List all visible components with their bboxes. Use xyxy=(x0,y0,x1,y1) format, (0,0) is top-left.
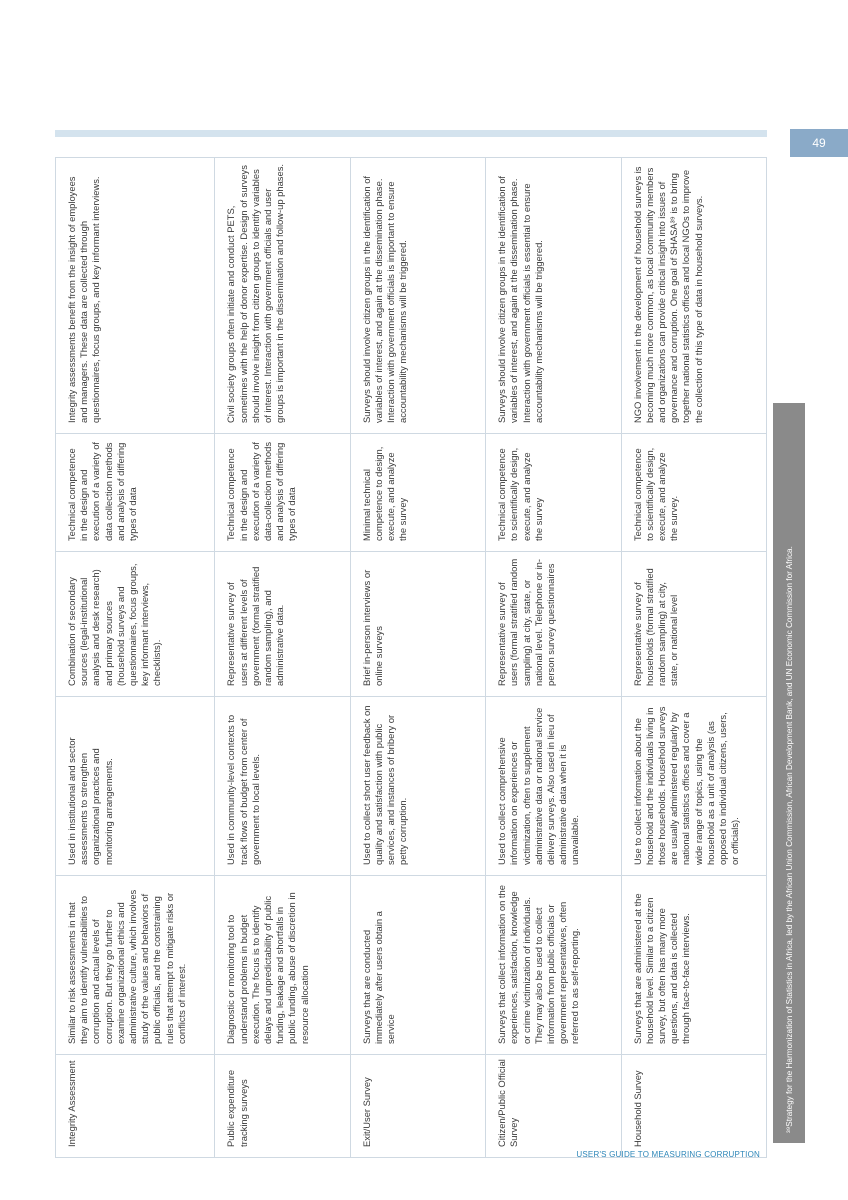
footnote-bar xyxy=(773,403,805,1143)
method-use: Used in community-level contexts to track flows of budget from center of government to local levels. xyxy=(215,697,350,876)
method-notes: Civil society groups often initiate and conduct PETS, sometimes with the help of donor expertise. Design of surveys should involve insight from citizen groups to identify variables of interest. Interaction with government officials and user groups is important in the dissemination and follow-up phases. xyxy=(215,158,350,434)
method-notes: NGO involvement in the development of household surveys is becoming much more common, as local community members and organizations can provide critical insight into issues of governance and corruption. One goal of SHASA³⁹ is to bring together national statistics offices and local NGOs to improve the collection of this type of data in household surveys. xyxy=(621,158,767,434)
method-notes: Surveys should involve citizen groups in the identification of variables of interest, and again at the dissemination phase. Interaction with government officials is essential to ensure accountability mechanisms will be triggered. xyxy=(486,158,621,434)
method-data-sources: Brief in-person interviews or online surveys xyxy=(350,552,485,697)
method-technical-capacity: Technical competence in the design and execution of a variety of data-collection methods and analysis of differing types of data xyxy=(215,434,350,552)
footnote: ³⁹Strategy for the Harmonization of Statistics in Africa, led by the African Union Commission, African Development Bank, and UN Economic Commission for Africa. xyxy=(784,546,794,1133)
method-description: Surveys that collect information on the experiences, satisfaction, knowledge or crime victimization of individuals. They may also be used to collect information from public officials or government representatives, often referred to as self-reporting. xyxy=(486,876,621,1055)
table-row xyxy=(56,158,215,1158)
method-description: Surveys that are conducted immediately after users obtain a service xyxy=(350,876,485,1055)
method-notes: Integrity assessments benefit from the insight of employees and managers. These data are collected through questionnaires, focus groups, and key informant interviews. xyxy=(56,158,215,434)
method-data-sources: Representative survey of households (formal stratified random sampling) at city, state, or national level xyxy=(621,552,767,697)
table-row xyxy=(215,158,350,1158)
table-row xyxy=(350,158,485,1158)
method-technical-capacity: Technical competence in the design and execution of a variety of data collection methods and analysis of differing types of data xyxy=(56,434,215,552)
method-data-sources: Representative survey of users (formal stratified random sampling) at city, state, or national level. Telephone or in-person survey questionnaires xyxy=(486,552,621,697)
method-description: Similar to risk assessments in that they aim to identify vulnerabilities to corruption and actual levels of corruption. But they go further to examine organizational ethics and administrative culture, which involves study of the values and behaviors of public officials, and the constraining rules that attempt to mitigate risks or conflicts of interest. xyxy=(56,876,215,1055)
method-data-sources: Combination of secondary sources (legal-institutional analysis and desk research) and primary sources (household surveys and questionnaires, focus groups, key informant interviews, checklists). xyxy=(56,552,215,697)
method-name: Public expenditure tracking surveys xyxy=(215,1055,350,1158)
method-description: Surveys that are administered at the household level. Similar to a citizen survey, but often has many more questions, and data is collected through face-to-face interviews. xyxy=(621,876,767,1055)
method-use: Use to collect information about the household and the individuals living in those households. Household surveys are usually administered regularly by national statistics offices and cover a wide range of topics, using the household as a unit of analysis (as opposed to individual citizens, users, or officials). xyxy=(621,697,767,876)
table-row xyxy=(486,158,621,1158)
method-technical-capacity: Technical competence to scientifically design, execute, and analyze the survey xyxy=(486,434,621,552)
page-footer: USER'S GUIDE TO MEASURING CORRUPTION xyxy=(576,1150,760,1159)
page-number: 49 xyxy=(812,136,826,150)
method-name: Citizen/Public Official Survey xyxy=(486,1055,621,1158)
method-description: Diagnostic or monitoring tool to understand problems in budget execution. The focus is to identify delays and unpredictability of public funding, leakage and shortfalls in public funding, abuse of discretion in resource allocation xyxy=(215,876,350,1055)
method-use: Used to collect short user feedback on quality and satisfaction with public services, and instances of bribery or petty corruption. xyxy=(350,697,485,876)
header-rule xyxy=(55,130,767,137)
survey-methods-table xyxy=(55,158,767,1158)
method-use: Used in institutional and sector assessments to strengthen organizational practices and monitoring arrangements. xyxy=(56,697,215,876)
page-number-tab xyxy=(790,129,848,157)
method-name: Exit/User Survey xyxy=(350,1055,485,1158)
method-notes: Surveys should involve citizen groups in the identification of variables of interest, and again at the dissemination phase. Interaction with government officials is important to ensure accountability mechanisms will be triggered. xyxy=(350,158,485,434)
method-name: Household Survey xyxy=(621,1055,767,1158)
method-use: Used to collect comprehensive information on experiences or victimization, often to supplement administrative data or national service delivery surveys. Also used in lieu of administrative data when it is unavailable. xyxy=(486,697,621,876)
method-name: Integrity Assessment xyxy=(56,1055,215,1158)
method-technical-capacity: Minimal technical competence to design, execute, and analyze the survey xyxy=(350,434,485,552)
method-data-sources: Representative survey of users at different levels of government (formal stratified random sampling), and administrative data. xyxy=(215,552,350,697)
method-technical-capacity: Technical competence to scientifically design, execute, and analyze the survey. xyxy=(621,434,767,552)
table-row xyxy=(621,158,767,1158)
